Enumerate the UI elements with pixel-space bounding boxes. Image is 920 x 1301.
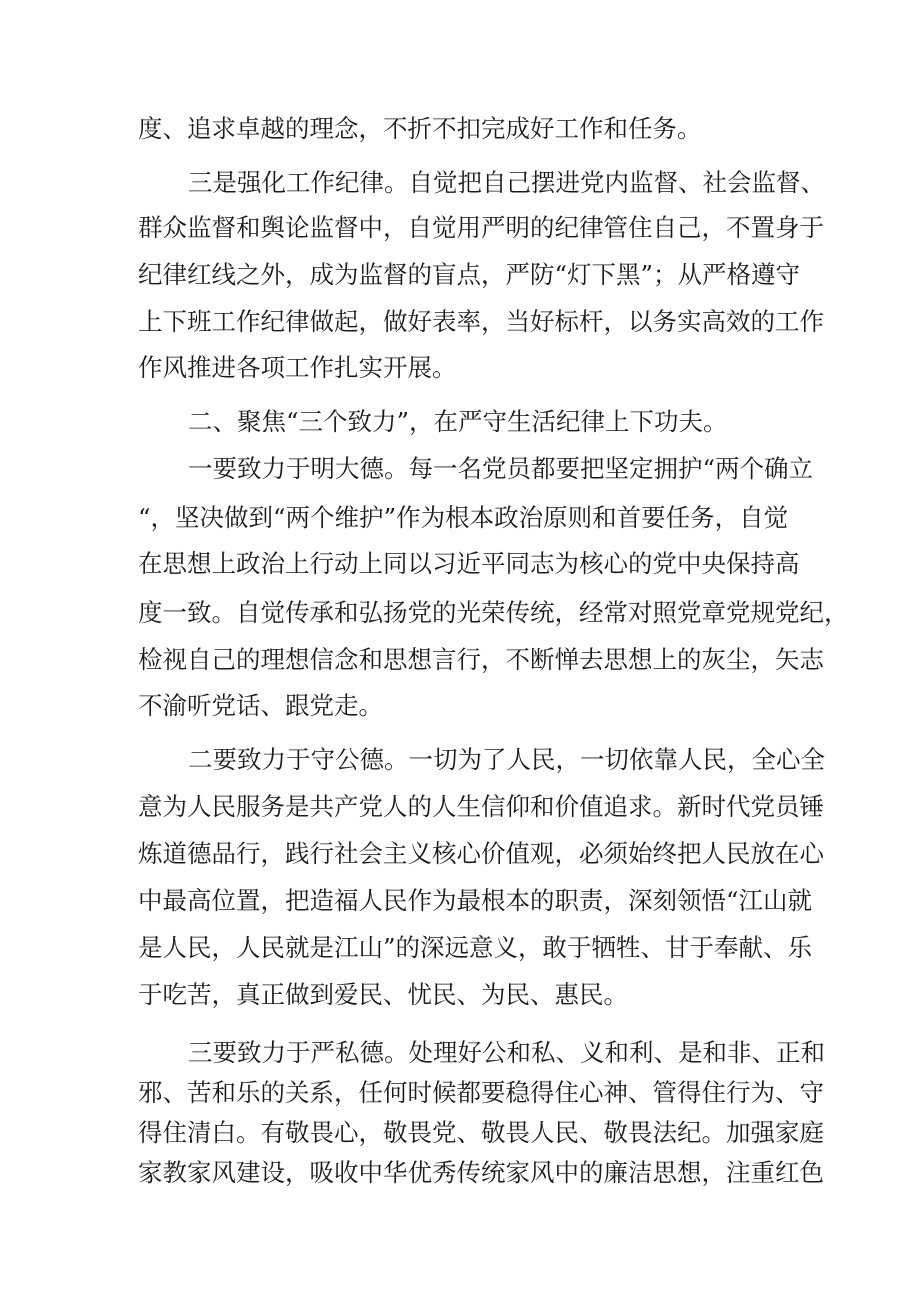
- paragraph-5-line-1: 三要致力于严私德。处理好公和私、义和利、是和非、正和: [188, 1038, 825, 1067]
- paragraph-4-line-6: 于吃苦，真正做到爱民、忧民、为民、惠民。: [138, 980, 628, 1009]
- paragraph-3-line-2: “，坚决做到“两个维护”作为根本政治原则和首要任务，自觉: [138, 503, 789, 532]
- paragraph-4-line-1: 二要致力于守公德。一切为了人民，一切依靠人民，全心全: [188, 745, 825, 774]
- paragraph-2-line-1: 三是强化工作纪律。自觉把自己摆进党内监督、社会监督、: [188, 168, 825, 197]
- paragraph-4-line-3: 炼道德品行，践行社会主义核心价值观，必须始终把人民放在心: [138, 839, 824, 868]
- paragraph-2-line-5: 作风推进各项工作扎实开展。: [138, 353, 457, 382]
- paragraph-3-line-4: 度一致。自觉传承和弘扬党的光荣传统，经常对照党章党规党纪，: [138, 598, 849, 627]
- paragraph-3-line-5: 检视自己的理想信念和思想言行，不断惮去思想上的灰尘，矢志: [138, 645, 824, 674]
- paragraph-4-line-5: 是人民，人民就是江山”的深远意义，敢于牺牲、甘于奉献、乐: [138, 933, 813, 962]
- paragraph-4-line-2: 意为人民服务是共产党人的人生信仰和价值追求。新时代党员锤: [138, 792, 824, 821]
- paragraph-2-line-3: 纪律红线之外，成为监督的盲点，严防“灯下黑”；从严格遵守: [138, 260, 801, 289]
- paragraph-3-line-3: 在思想上政治上行动上同以习近平同志为核心的党中央保持高: [138, 549, 800, 578]
- paragraph-4-line-4: 中最高位置，把造福人民作为最根本的职责，深刻领悟“江山就: [138, 886, 813, 915]
- paragraph-5-line-2: 邪、苦和乐的关系，任何时候都要稳得住心神、管得住行为、守: [138, 1078, 824, 1107]
- paragraph-2-line-4: 上下班工作纪律做起，做好表率，当好标杆，以务实高效的工作: [138, 307, 824, 336]
- paragraph-5-line-3: 得住清白。有敬畏心，敬畏党、敬畏人民、敬畏法纪。加强家庭: [138, 1118, 824, 1147]
- paragraph-5-line-4: 家教家风建设，吸收中华优秀传统家风中的廉洁思想，注重红色: [138, 1158, 824, 1187]
- paragraph-3-line-6: 不渝听党话、跟党走。: [138, 691, 383, 720]
- paragraph-2-line-2: 群众监督和舆论监督中，自觉用严明的纪律管住自己，不置身于: [138, 213, 824, 242]
- paragraph-1-line-1: 度、追求卓越的理念，不折不扣完成好工作和任务。: [138, 114, 702, 143]
- section-heading-2: 二、聚焦“三个致力”，在严守生活纪律上下功夫。: [188, 407, 728, 436]
- paragraph-3-line-1: 一要致力于明大德。每一名党员都要把坚定拥护“两个确立: [188, 454, 814, 483]
